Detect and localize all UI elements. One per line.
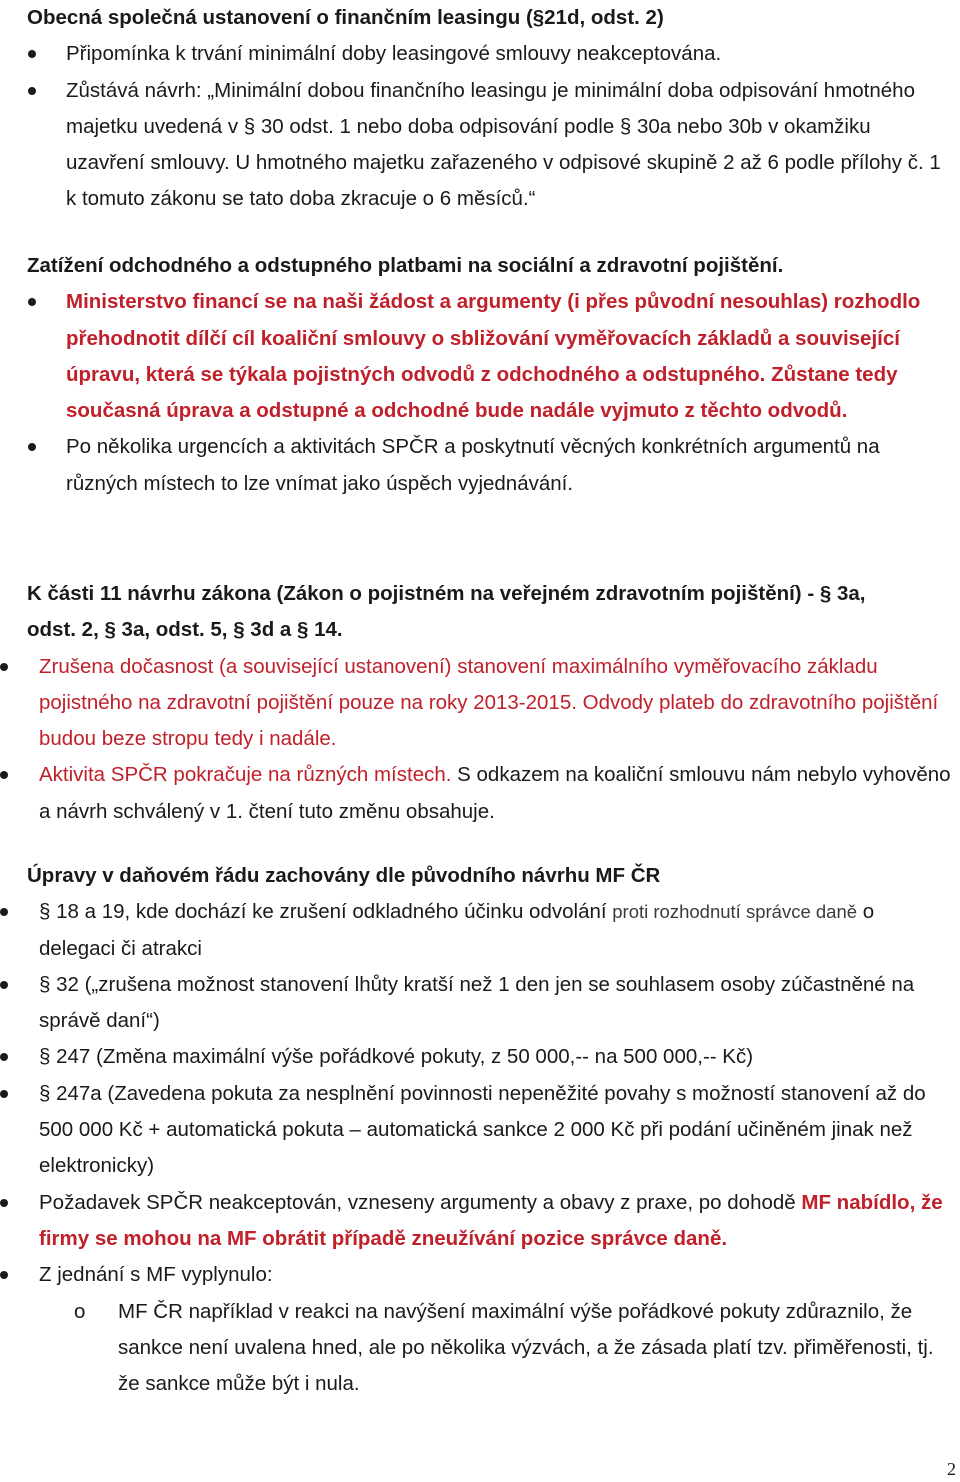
- list-item: Ministerstvo financí se na naši žádost a argumenty (i přes původní nesouhlas) rozhodlo přehodnotit dílčí cíl koaliční smlouvy o sbližování vyměřovacích základů a související úpravu, která se týkala pojistných odvodů z odchodného a odstupného. Zůstane tedy současná úprava a odstupné a odchodné bude nadále vyjmuto z těchto odvodů.: [27, 284, 952, 429]
- list-item: Připomínka k trvání minimální doby leasingové smlouvy neakceptována.: [27, 36, 952, 72]
- section-heading-tax-code: Úpravy v daňovém řádu zachovány dle původního návrhu MF ČR: [27, 864, 661, 887]
- section-leasing: [27, 0, 952, 218]
- list-item: Z jednání s MF vyplynulo:: [0, 1257, 952, 1293]
- list-item: Po několika urgencích a aktivitách SPČR a poskytnutí věcných konkrétních argumentů na různých místech to lze vnímat jako úspěch vyjednávání.: [27, 429, 952, 502]
- severance-list: [27, 284, 952, 502]
- list-item: Aktivita SPČR pokračuje na různých místech. S odkazem na koaliční smlouvu nám nebylo vyhověno a návrh schválený v 1. čtení tuto změnu obsahuje.: [0, 757, 952, 830]
- section-health-insurance: [27, 576, 952, 830]
- list-item: § 247a (Zavedena pokuta za nesplnění povinnosti nepeněžité povahy s možností stanovení až do 500 000 Kč + automatická pokuta – automatická sankce 2 000 Kč při podání učiněném jinak než elektronicky): [0, 1076, 952, 1185]
- list-item: § 18 a 19, kde dochází ke zrušení odkladného účinku odvolání proti rozhodnutí správce daně o delegaci či atrakci: [0, 894, 952, 967]
- section-tax-code: [27, 858, 952, 1402]
- list-item: Zůstává návrh: „Minimální dobou finančního leasingu je minimální doba odpisování hmotného majetku uvedená v § 30 odst. 1 nebo doba odpisování podle § 30a nebo 30b v okamžiku uzavření smlouvy. U hmotného majetku zařazeného v odpisové skupině 2 až 6 podle přílohy č. 1 k tomuto zákonu se tato doba zkracuje o 6 měsíců.“: [27, 73, 952, 218]
- tax-code-list: [27, 894, 952, 1402]
- list-item: Zrušena dočasnost (a související ustanovení) stanovení maximálního vyměřovacího základu pojistného na zdravotní pojištění pouze na roky 2013-2015. Odvody plateb do zdravotního pojištění budou beze stropu tedy i nadále.: [0, 649, 952, 758]
- page-number: 2: [947, 1459, 956, 1479]
- sub-list-item: o MF ČR například v reakci na navýšení maximální výše pořádkové pokuty zdůraznilo, že sankce není uvalena hned, ale po několika výzvách, a že zásada platí tzv. přiměřenosti, tj. že sankce může být i nula.: [27, 1294, 952, 1403]
- leasing-list: [27, 36, 952, 217]
- sub-bullet-marker: o: [74, 1299, 86, 1323]
- section-severance: [27, 248, 952, 502]
- health-insurance-list: [27, 649, 952, 830]
- section-heading-health-insurance: K části 11 návrhu zákona (Zákon o pojistném na veřejném zdravotním pojištění) - § 3a, odst. 2, § 3a, odst. 5, § 3d a § 14.: [27, 582, 866, 642]
- list-item: § 247 (Změna maximální výše pořádkové pokuty, z 50 000,-- na 500 000,-- Kč): [0, 1039, 952, 1075]
- list-item: Požadavek SPČR neakceptován, vzneseny argumenty a obavy z praxe, po dohodě MF nabídlo, že firmy se mohou na MF obrátit případě zneužívání pozice správce daně.: [0, 1185, 952, 1258]
- section-heading-severance: Zatížení odchodného a odstupného platbami na sociální a zdravotní pojištění.: [27, 254, 784, 277]
- list-item: § 32 („zrušena možnost stanovení lhůty kratší než 1 den jen se souhlasem osoby zúčastněné na správě daní“): [0, 967, 952, 1040]
- section-heading-leasing: Obecná společná ustanovení o finančním leasingu (§21d, odst. 2): [27, 6, 664, 29]
